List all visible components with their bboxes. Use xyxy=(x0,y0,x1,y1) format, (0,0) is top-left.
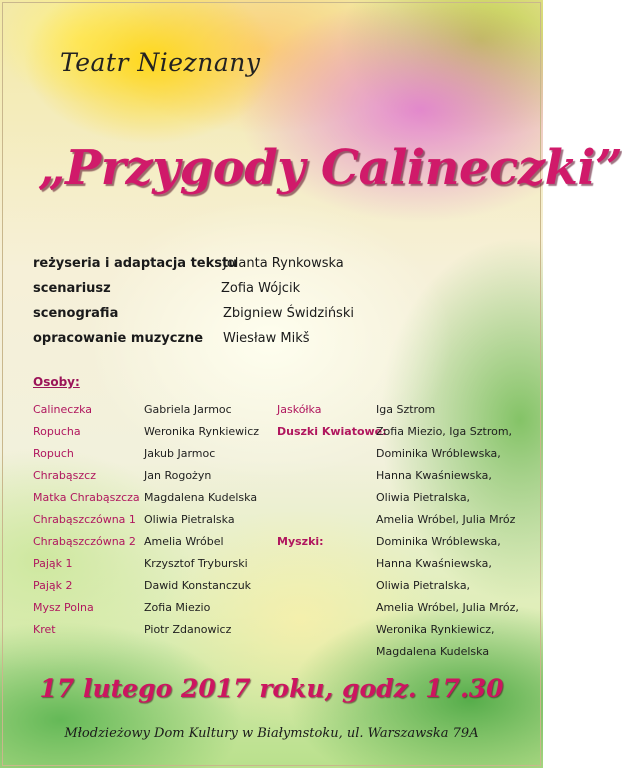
cast-role: Chrabąszczówna 1 xyxy=(33,513,136,526)
play-title: „Przygody Calineczki” xyxy=(38,140,622,196)
cast-actor: Weronika Rynkiewicz xyxy=(144,425,260,438)
cast-role: Ropuch xyxy=(33,447,74,460)
cast-actor: Oliwia Pietralska, xyxy=(376,579,471,592)
cast-actor: Weronika Rynkiewicz, xyxy=(376,623,495,636)
cast-actor: Oliwia Pietralska, xyxy=(376,491,471,504)
cast-role: Kret xyxy=(33,623,56,636)
cast-actor: Zofia Miezio xyxy=(144,601,211,614)
cast-actor: Dominika Wróblewska, xyxy=(376,535,501,548)
credit-name: Zbigniew Świdziński xyxy=(223,306,354,321)
cast-actor: Magdalena Kudelska xyxy=(376,645,490,658)
credit-role: scenografia xyxy=(33,306,119,321)
cast-heading: Osoby: xyxy=(33,375,80,389)
credit-role: reżyseria i adaptacja tekstu xyxy=(33,256,238,271)
cast-role: Mysz Polna xyxy=(33,601,94,614)
credit-name: Wiesław Mikš xyxy=(223,331,310,346)
cast-actor: Amelia Wróbel xyxy=(144,535,224,548)
credit-role: opracowanie muzyczne xyxy=(33,331,204,346)
performance-date: 17 lutego 2017 roku, godz. 17.30 xyxy=(39,674,504,703)
cast-actor: Amelia Wróbel, Julia Mróz, xyxy=(376,601,519,614)
venue-address: Młodzieżowy Dom Kultury w Białymstoku, ul. Warszawska 79A xyxy=(64,726,479,741)
cast-actor: Hanna Kwaśniewska, xyxy=(376,469,492,482)
cast-role: Chrabąszcz xyxy=(33,469,96,482)
cast-actor: Krzysztof Tryburski xyxy=(144,557,248,570)
cast-role: Jaskółka xyxy=(277,403,322,416)
cast-actor: Dominika Wróblewska, xyxy=(376,447,501,460)
cast-role: Ropucha xyxy=(33,425,81,438)
cast-role: Pająk 1 xyxy=(33,557,73,570)
cast-role: Chrabąszczówna 2 xyxy=(33,535,136,548)
cast-actor: Gabriela Jarmoc xyxy=(144,403,232,416)
credit-role: scenariusz xyxy=(33,281,111,296)
cast-role: Calineczka xyxy=(33,403,93,416)
cast-actor: Iga Sztrom xyxy=(376,403,436,416)
cast-actor: Jakub Jarmoc xyxy=(144,447,216,460)
theatre-name: Teatr Nieznany xyxy=(60,48,261,77)
cast-role: Duszki Kwiatowe: xyxy=(277,425,387,438)
cast-actor: Zofia Miezio, Iga Sztrom, xyxy=(376,425,513,438)
cast-actor: Jan Rogożyn xyxy=(144,469,212,482)
cast-role: Matka Chrabąszcza xyxy=(33,491,140,504)
cast-actor: Amelia Wróbel, Julia Mróz xyxy=(376,513,516,526)
cast-actor: Magdalena Kudelska xyxy=(144,491,258,504)
cast-role: Pająk 2 xyxy=(33,579,73,592)
cast-actor: Piotr Zdanowicz xyxy=(144,623,232,636)
credit-name: Jolanta Rynkowska xyxy=(223,256,344,271)
cast-actor: Oliwia Pietralska xyxy=(144,513,235,526)
cast-actor: Dawid Konstanczuk xyxy=(144,579,252,592)
credit-name: Zofia Wójcik xyxy=(221,281,301,296)
cast-actor: Hanna Kwaśniewska, xyxy=(376,557,492,570)
cast-role: Myszki: xyxy=(277,535,324,548)
